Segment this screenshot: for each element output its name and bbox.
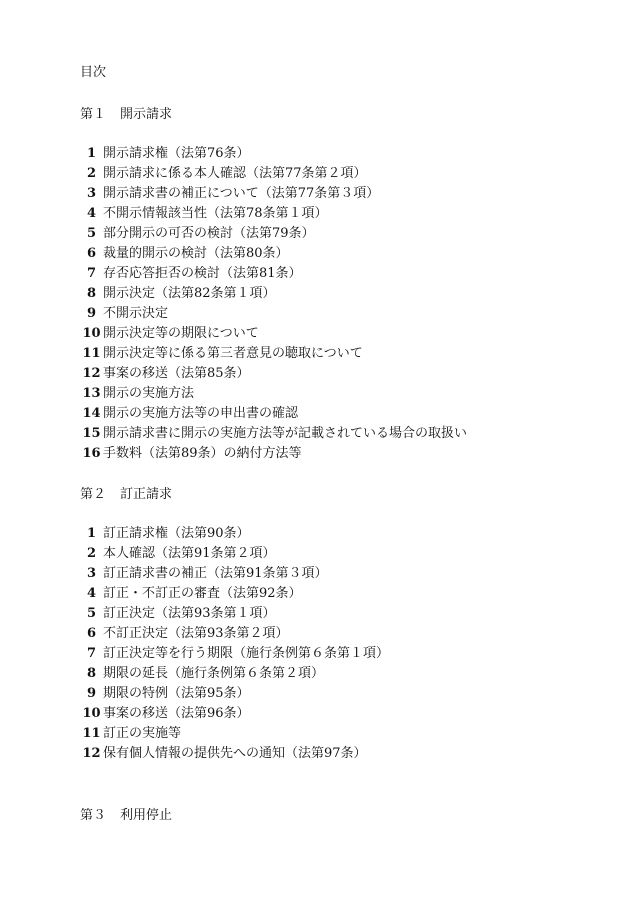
list-item bbox=[80, 644, 389, 664]
item-number: 4 bbox=[86, 586, 97, 601]
section-heading-1 bbox=[80, 106, 172, 124]
item-number: 9 bbox=[86, 306, 97, 321]
section-label: 第３ bbox=[80, 808, 107, 823]
item-number: 2 bbox=[86, 166, 97, 181]
list-item bbox=[80, 224, 467, 244]
list-item bbox=[80, 604, 389, 624]
item-number: 3 bbox=[86, 566, 97, 581]
item-number: 8 bbox=[86, 666, 97, 681]
section-label: 第１ bbox=[80, 107, 107, 122]
item-text: 開示決定等に係る第三者意見の聴取について bbox=[103, 346, 363, 361]
list-item bbox=[80, 524, 389, 544]
item-text: 期限の特例（法第95条） bbox=[103, 686, 250, 701]
section-title: 開示請求 bbox=[120, 107, 173, 122]
list-item bbox=[80, 344, 467, 364]
item-text: 裁量的開示の検討（法第80条） bbox=[103, 246, 289, 261]
item-text: 不訂正決定（法第93条第２項） bbox=[103, 626, 289, 641]
item-number: 14 bbox=[82, 406, 101, 421]
item-text: 訂正・不訂正の審査（法第92条） bbox=[103, 586, 302, 601]
item-number: 15 bbox=[82, 426, 101, 441]
list-item bbox=[80, 584, 389, 604]
section-2-item-list bbox=[80, 524, 389, 764]
list-item bbox=[80, 664, 389, 684]
list-item bbox=[80, 444, 467, 464]
item-number: 5 bbox=[86, 606, 97, 621]
item-number: 10 bbox=[82, 706, 101, 721]
section-1-item-list bbox=[80, 144, 467, 464]
list-item bbox=[80, 284, 467, 304]
toc-title: 目次 bbox=[80, 65, 107, 80]
item-number: 13 bbox=[82, 386, 101, 401]
item-text: 訂正決定（法第93条第１項） bbox=[103, 606, 276, 621]
item-number: 4 bbox=[86, 206, 97, 221]
item-text: 不開示決定 bbox=[103, 306, 169, 321]
item-text: 開示決定等の期限について bbox=[103, 326, 259, 341]
list-item bbox=[80, 624, 389, 644]
list-item bbox=[80, 384, 467, 404]
list-item bbox=[80, 204, 467, 224]
list-item bbox=[80, 184, 467, 204]
list-item bbox=[80, 704, 389, 724]
item-text: 訂正決定等を行う期限（施行条例第６条第１項） bbox=[103, 646, 390, 661]
item-number: 11 bbox=[82, 726, 101, 741]
list-item bbox=[80, 544, 389, 564]
item-number: 12 bbox=[82, 366, 101, 381]
section-title: 訂正請求 bbox=[120, 487, 173, 502]
list-item bbox=[80, 564, 389, 584]
item-number: 11 bbox=[82, 346, 101, 361]
item-text: 開示請求書に開示の実施方法等が記載されている場合の取扱い bbox=[103, 426, 468, 441]
item-number: 5 bbox=[86, 226, 97, 241]
item-text: 開示請求権（法第76条） bbox=[103, 146, 250, 161]
item-number: 7 bbox=[86, 266, 97, 281]
item-text: 開示決定（法第82条第１項） bbox=[103, 286, 276, 301]
list-item bbox=[80, 244, 467, 264]
item-number: 6 bbox=[86, 246, 97, 261]
item-text: 訂正の実施等 bbox=[103, 726, 182, 741]
list-item bbox=[80, 264, 467, 284]
item-number: 12 bbox=[82, 746, 101, 761]
list-item bbox=[80, 164, 467, 184]
list-item bbox=[80, 724, 389, 744]
item-text: 訂正請求権（法第90条） bbox=[103, 526, 250, 541]
item-number: 16 bbox=[82, 446, 101, 461]
item-text: 開示請求書の補正について（法第77条第３項） bbox=[103, 186, 380, 201]
section-title: 利用停止 bbox=[120, 808, 173, 823]
section-heading-3 bbox=[80, 807, 172, 825]
list-item bbox=[80, 324, 467, 344]
item-number: 3 bbox=[86, 186, 97, 201]
item-number: 8 bbox=[86, 286, 97, 301]
item-text: 開示の実施方法 bbox=[103, 386, 195, 401]
item-number: 10 bbox=[82, 326, 101, 341]
list-item bbox=[80, 364, 467, 384]
list-item bbox=[80, 424, 467, 444]
item-number: 6 bbox=[86, 626, 97, 641]
item-number: 1 bbox=[86, 526, 97, 541]
list-item bbox=[80, 404, 467, 424]
item-number: 7 bbox=[86, 646, 97, 661]
item-number: 1 bbox=[86, 146, 97, 161]
list-item bbox=[80, 744, 389, 764]
item-text: 期限の延長（施行条例第６条第２項） bbox=[103, 666, 325, 681]
item-number: 9 bbox=[86, 686, 97, 701]
section-label: 第２ bbox=[80, 487, 107, 502]
list-item bbox=[80, 684, 389, 704]
list-item bbox=[80, 304, 467, 324]
item-text: 手数料（法第89条）の納付方法等 bbox=[103, 446, 302, 461]
item-text: 本人確認（法第91条第２項） bbox=[103, 546, 276, 561]
item-text: 部分開示の可否の検討（法第79条） bbox=[103, 226, 315, 241]
item-text: 訂正請求書の補正（法第91条第３項） bbox=[103, 566, 328, 581]
list-item bbox=[80, 144, 467, 164]
item-text: 事案の移送（法第85条） bbox=[103, 366, 250, 381]
section-heading-2 bbox=[80, 486, 172, 504]
item-number: 2 bbox=[86, 546, 97, 561]
item-text: 不開示情報該当性（法第78条第１項） bbox=[103, 206, 328, 221]
item-text: 保有個人情報の提供先への通知（法第97条） bbox=[103, 746, 367, 761]
item-text: 事案の移送（法第96条） bbox=[103, 706, 250, 721]
item-text: 存否応答拒否の検討（法第81条） bbox=[103, 266, 302, 281]
item-text: 開示請求に係る本人確認（法第77条第２項） bbox=[103, 166, 367, 181]
item-text: 開示の実施方法等の申出書の確認 bbox=[103, 406, 299, 421]
